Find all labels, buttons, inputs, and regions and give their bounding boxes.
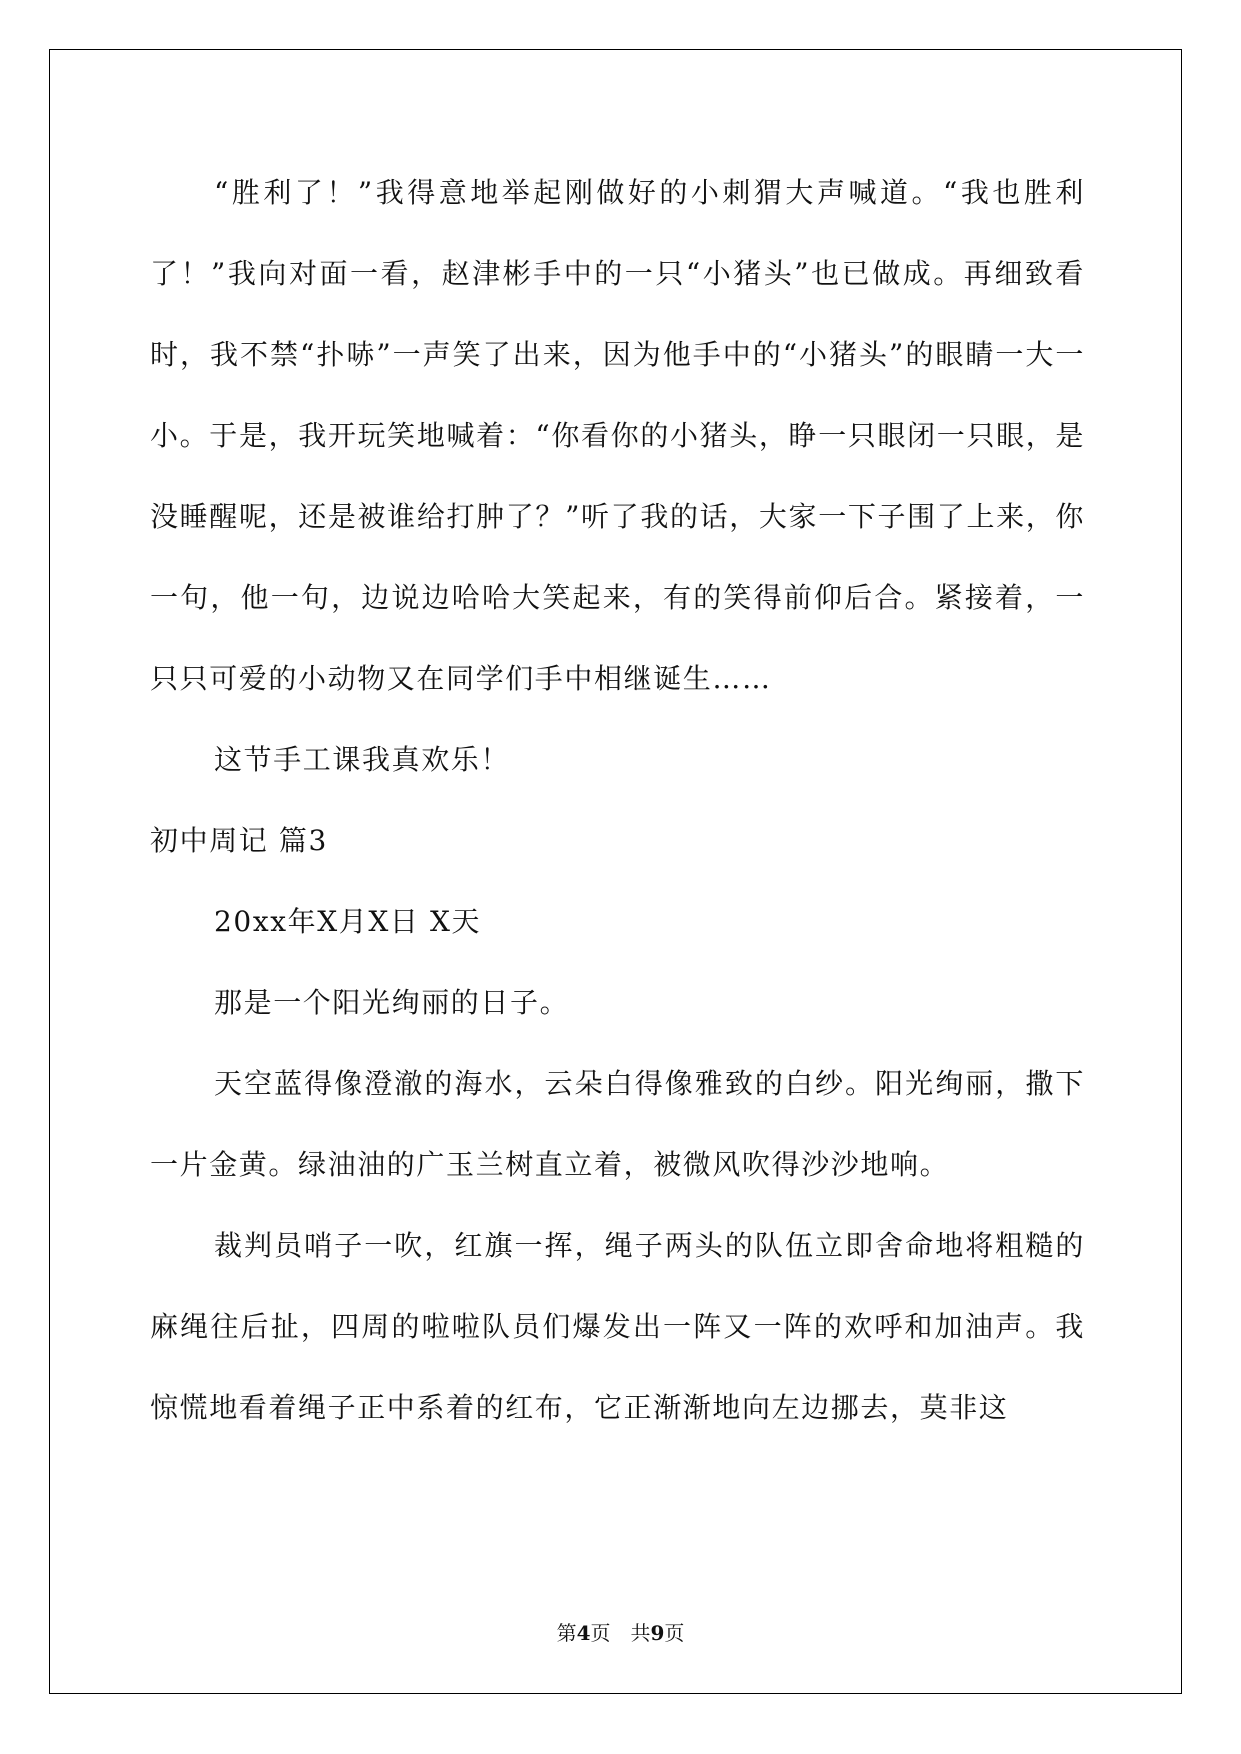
section-heading: 初中周记 篇3 [150,824,328,857]
footer-suffix: 页 [664,1621,685,1645]
paragraph: “胜利了！”我得意地举起刚做好的小刺猬大声喊道。“我也胜利了！”我向对面一看，赵津彬手中的一只“小猪头”也已做成。再细致看时，我不禁“扑哧”一声笑了出来，因为他手中的“小猪头”的眼睛一大一小。于是，我开玩笑地喊着：“你看你的小猪头，睁一只眼闭一只眼，是没睡醒呢，还是被谁给打肿了？”听了我的话，大家一下子围了上来，你一句，他一句，边说边哈哈大笑起来，有的笑得前仰后合。紧接着，一只只可爱的小动物又在同学们手中相继诞生…… [150,176,1085,695]
document-body [150,152,1085,1448]
page-number: 4 [576,1621,591,1645]
footer-middle: 页 共 [590,1621,651,1645]
page-total: 9 [650,1621,665,1645]
date-line: 20xx年X月X日 X天 [214,905,482,938]
paragraph: 裁判员哨子一吹，红旗一挥，绳子两头的队伍立即舍命地将粗糙的麻绳往后扯，四周的啦啦队员们爆发出一阵又一阵的欢呼和加油声。我惊慌地看着绳子正中系着的红布，它正渐渐地向左边挪去，莫非这 [150,1229,1085,1424]
paragraph: 这节手工课我真欢乐！ [214,743,511,776]
paragraph: 那是一个阳光绚丽的日子。 [214,986,570,1019]
paragraph: 天空蓝得像澄澈的海水，云朵白得像雅致的白纱。阳光绚丽，撒下一片金黄。绿油油的广玉兰树直立着，被微风吹得沙沙地响。 [150,1067,1085,1181]
footer-prefix: 第 [556,1621,577,1645]
page-footer [0,1617,1241,1646]
